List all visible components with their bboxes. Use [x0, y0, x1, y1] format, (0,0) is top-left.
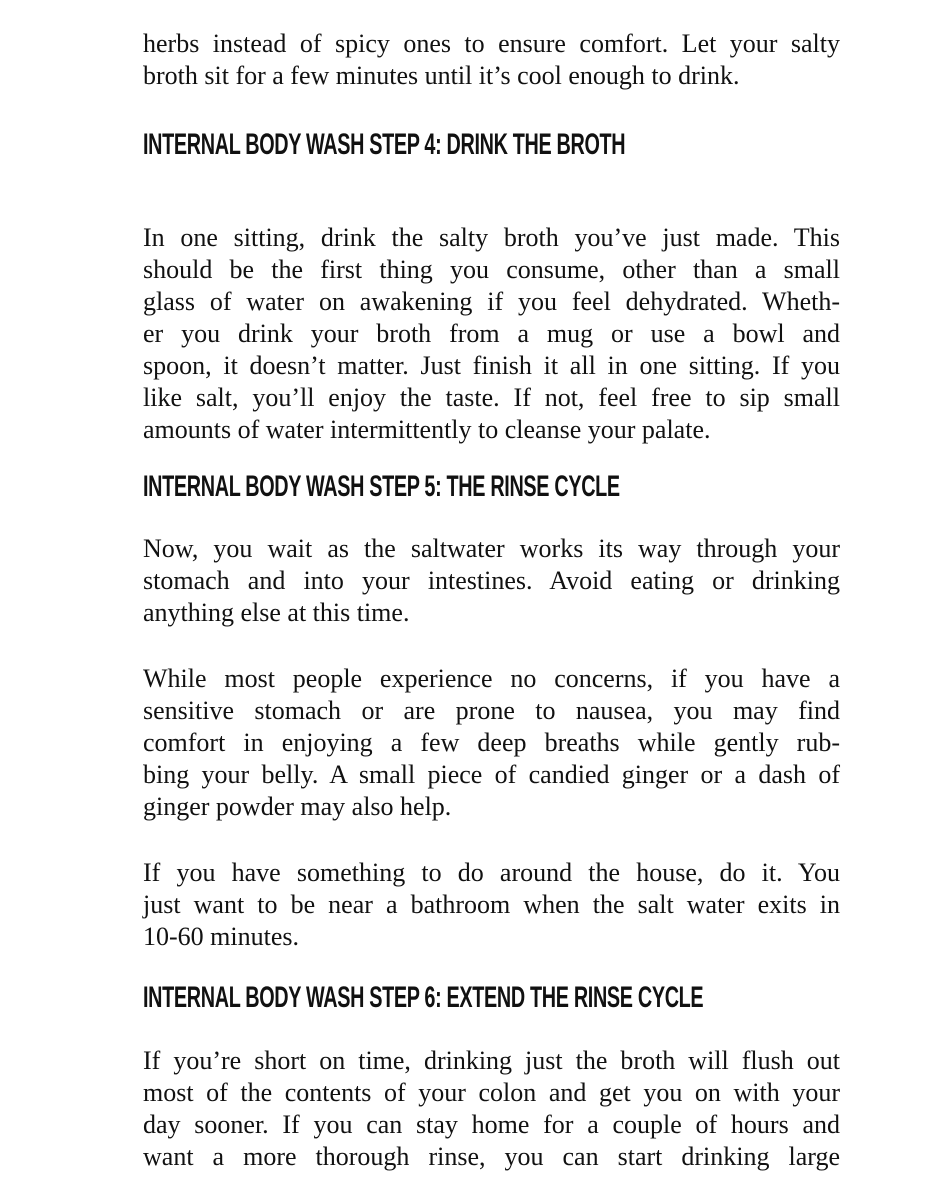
section-heading: INTERNAL BODY WASH STEP 6: EXTEND THE RINSE CYCLE [143, 981, 704, 1014]
paragraph-line: day sooner. If you can stay home for a couple of hours and [143, 1110, 840, 1139]
paragraph-line: amounts of water intermittently to cleanse your palate. [143, 415, 711, 444]
paragraph-line: 10-60 minutes. [143, 922, 299, 951]
paragraph-line: In one sitting, drink the salty broth you’ve just made. This [143, 223, 840, 252]
paragraph-line: er you drink your broth from a mug or use a bowl and [143, 319, 840, 348]
paragraph-line: bing your belly. A small piece of candied ginger or a dash of [143, 760, 840, 789]
paragraph-line: just want to be near a bathroom when the salt water exits in [143, 890, 840, 919]
paragraph-line: glass of water on awakening if you feel dehydrated. Wheth- [143, 287, 840, 316]
paragraph-line: Now, you wait as the saltwater works its way through your [143, 534, 840, 563]
paragraph-line: want a more thorough rinse, you can start drinking large [143, 1142, 840, 1171]
paragraph-line: ginger powder may also help. [143, 792, 452, 821]
paragraph-line: should be the first thing you consume, other than a small [143, 255, 840, 284]
section-heading: INTERNAL BODY WASH STEP 5: THE RINSE CYCLE [143, 470, 620, 503]
paragraph-line: While most people experience no concerns, if you have a [143, 664, 840, 693]
paragraph-line: If you’re short on time, drinking just the broth will flush out [143, 1046, 840, 1075]
paragraph-line: spoon, it doesn’t matter. Just finish it all in one sitting. If you [143, 351, 840, 380]
paragraph-line: stomach and into your intestines. Avoid eating or drinking [143, 566, 840, 595]
section-heading: INTERNAL BODY WASH STEP 4: DRINK THE BROTH [143, 128, 626, 161]
paragraph-line: anything else at this time. [143, 598, 410, 627]
paragraph-line: If you have something to do around the house, do it. You [143, 858, 840, 887]
paragraph-line: like salt, you’ll enjoy the taste. If not, feel free to sip small [143, 383, 840, 412]
paragraph-line: most of the contents of your colon and get you on with your [143, 1078, 840, 1107]
paragraph-line: herbs instead of spicy ones to ensure comfort. Let your salty [143, 29, 840, 58]
paragraph-line: sensitive stomach or are prone to nausea, you may find [143, 696, 840, 725]
paragraph-line: broth sit for a few minutes until it’s cool enough to drink. [143, 61, 740, 90]
paragraph-line: comfort in enjoying a few deep breaths while gently rub- [143, 728, 840, 757]
